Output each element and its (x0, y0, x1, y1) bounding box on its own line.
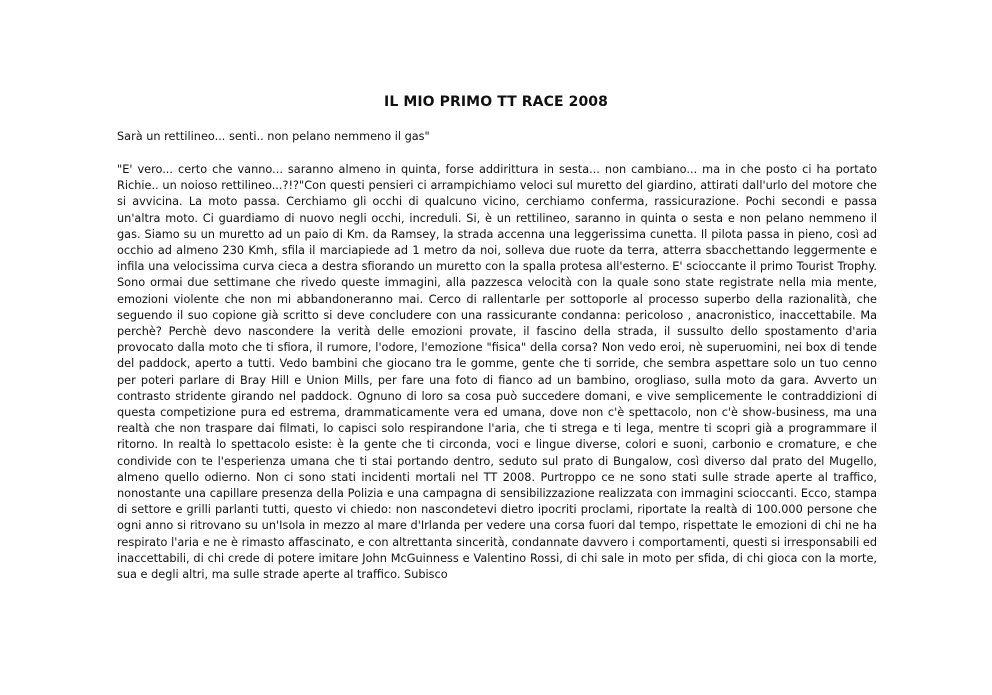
intro-paragraph: Sarà un rettilineo... senti.. non pelano nemmeno il gas" (117, 130, 430, 143)
document-title: IL MIO PRIMO TT RACE 2008 (384, 94, 608, 110)
body-paragraph: "E' vero... certo che vanno... saranno almeno in quinta, forse addirittura in sesta... non cambiano... ma in che posto ci ha portato Richie.. un noioso rettilineo...?!?"Con questi pensieri ci arrampichiamo veloci sul muretto del giardino, attirati dall'urlo del motore che si avvicina. La moto passa. Cerchiamo gli occhi di qualcuno vicino, cerchiamo conferma, rassicurazione. Pochi secondi e passa un'altra moto. Ci guardiamo di nuovo negli occhi, increduli. Si, è un rettilineo, saranno in quinta o sesta e non pelano nemmeno il gas. Siamo su un muretto ad un paio di Km. da Ramsey, la strada accenna una leggerissima cunetta. Il pilota passa in pieno, così ad occhio ad almeno 230 Kmh, sfila il marciapiede ad 1 metro da noi, solleva due ruote da terra, atterra sbacchettando leggermente e infila una velocissima curva cieca a destra sfiorando un muretto con la spalla protesa all'esterno. E' scioccante il primo Tourist Trophy. Sono ormai due settimane che rivedo queste immagini, alla pazzesca velocità con la quale sono state registrate nella mia mente, emozioni violente che non mi abbandoneranno mai. Cerco di rallentarle per sottoporle al processo superbo della razionalità, che seguendo il suo copione già scritto si deve concludere con una rassicurante condanna: pericoloso , anacronistico, inaccettabile. Ma perchè? Perchè devo nascondere la verità delle emozioni provate, il fascino della strada, il sussulto dello spostamento d'aria provocato dalla moto che ti sfiora, il rumore, l'odore, l'emozione "fisica" della corsa? Non vedo eroi, nè superuomini, nei box di tende del paddock, aperto a tutti. Vedo bambini che giocano tra le gomme, gente che ti sorride, che sembra aspettare solo un tuo cenno per poteri parlare di Bray Hill e Union Mills, per fare una foto di fianco ad un bambino, orogliaso, sulla moto da gara. Avverto un contrasto stridente girando nel paddock. Ognuno di loro sa cosa può succedere domani, e vive semplicemente le contraddizioni di questa competizione pura ed estrema, drammaticamente vera ed umana, dove non c'è spettacolo, non c'è show-business, ma una realtà che non traspare dai filmati, lo capisci solo respirandone l'aria, che ti strega e ti lega, mentre ti scopri già a programmare il ritorno. In realtà lo spettacolo esiste: è la gente che ti circonda, voci e lingue diverse, colori e suoni, carbonio e cromature, e che condivide con te l'esperienza umana che ti stai portando dentro, seduto sul prato di Bungalow, così diverso dal prato del Mugello, almeno quello odierno. Non ci sono stati incidenti mortali nel TT 2008. Purtroppo ce ne sono stati sulle strade aperte al traffico, nonostante una capillare presenza della Polizia e una campagna di sensibilizzazione realizzata con immagini scioccanti. Ecco, stampa di settore e grilli parlanti tutti, questo vi chiedo: non nascondetevi dietro ipocriti proclami, riportate la realtà di 100.000 persone che ogni anno si ritrovano su un'Isola in mezzo al mare d'Irlanda per vedere una corsa fuori dal tempo, rispettate le emozioni di chi ne ha respirato l'aria e ne è rimasto affascinato, e con altrettanta sincerità, condannate davvero i comportamenti, questi si irresponsabili ed inaccettabili, di chi crede di potere imitare John McGuinness e Valentino Rossi, di chi sale in moto per sfida, di chi gioca con la morte, sua e degli altri, ma sulle strade aperte al traffico. Subisco (117, 163, 877, 582)
